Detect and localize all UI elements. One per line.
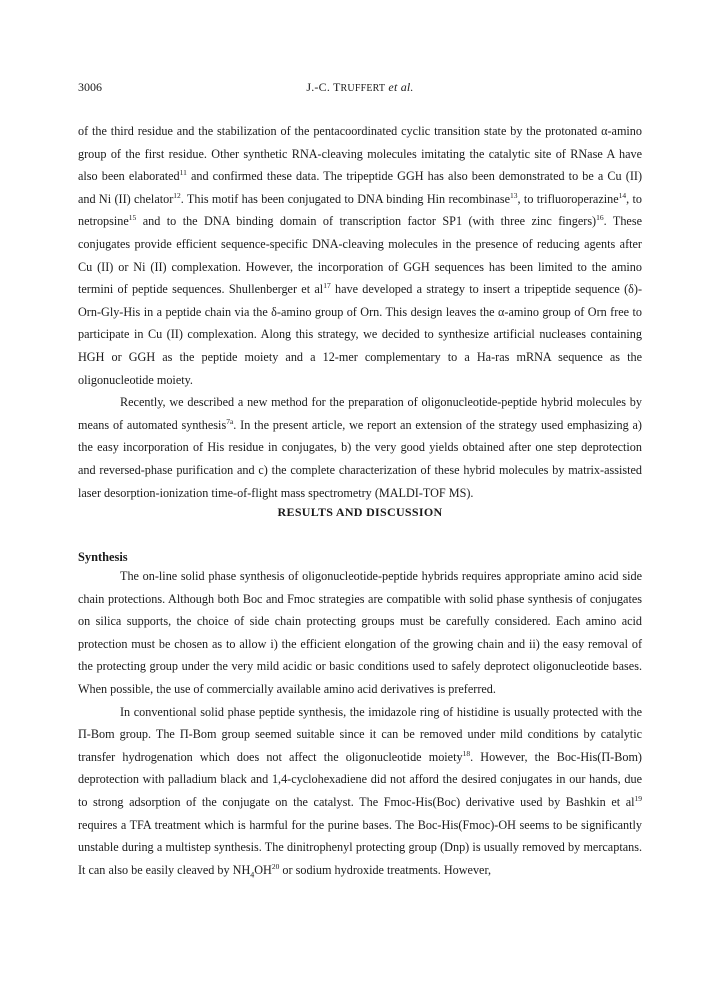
subscript: 4 [250,870,255,880]
section-heading: RESULTS AND DISCUSSION [277,505,443,519]
ref-superscript: 20 [271,861,280,871]
ref-superscript: 7a [226,416,234,426]
ref-superscript: 19 [634,793,642,803]
author-initials: J.-C. T [306,80,341,94]
ref-superscript: 14 [618,190,627,200]
ref-superscript: 12 [173,190,181,200]
paragraph-side-chain-protection: The on-line solid phase synthesis of oligonucleotide-peptide hybrids requires appropriate amino acid side chain protections. Although both Boc and Fmoc strategies are compatible with solid phase synthesis of conjugates on silica supports, the choice of side chain protecting groups must be carefully considered. Each amino acid protection must be chosen as to allow i) the efficient elongation of the growing chain and ii) the easy removal of the protecting group under the very mild acidic or basic conditions used to safely deprotect oligonucleotide bases. When possible, the use of commercially available amino acid derivatives is preferred. [78,569,642,696]
author-surname: RUFFERT [340,83,386,94]
running-title [78,80,642,95]
paragraph-recent-method: Recently, we described a new method for the preparation of oligonucleotide-peptide hybrid molecules by means of automated synthesis$^{7a}$. In the present article, we report an extension of the strategy used emphasizing a) the easy incorporation of His residue in conjugates, b) the very good yields obtained after one step deprotection and reversed-phase purification and c) the complete characterization of these hybrid molecules by matrix-assisted laser desorption-ionization time-of-flight mass spectrometry (MALDI-TOF MS). [78,395,642,500]
subsection-heading: Synthesis [78,550,128,564]
intro-block [78,120,642,504]
page-number: 3006 [78,80,102,94]
ref-superscript: 15 [128,213,137,223]
ref-superscript: 18 [462,748,471,758]
ref-superscript: 13 [510,190,518,200]
running-header [78,80,642,96]
ref-superscript: 16 [596,213,604,223]
paragraph-rna-cleaving: of the third residue and the stabilization of the pentacoordinated cyclic transition state by the protonated α-amino group of the first residue. Other synthetic RNA-cleaving molecules imitating the catalytic site of RNase A have also been elaborated$^{11}$ and confirmed these data. The tripeptide GGH has also been demonstrated to be a Cu (II) and Ni (II) chelator$^{12}$. This motif has been conjugated to DNA binding Hin recombinase$^{13}$, to trifluoroperazine$^{14}$, to netropsine$^{15}$ and to the DNA binding domain of transcription factor SP1 (with three zinc fingers)$^{16}$. These conjugates provide efficient sequence-specific DNA-cleaving molecules in the presence of reducing agents after Cu (II) or Ni (II) complexation. However, the incorporation of GGH sequences has been limited to the amino termini of peptide sequences. Shullenberger et $al^{17}$ have developed a strategy to insert a tripeptide sequence (δ)-Orn-Gly-His in a peptide chain via the δ-amino group of Orn. This design leaves the α-amino group of Orn free to participate in Cu (II) complexation. Along this strategy, we decided to synthesize artificial nucleases containing HGH or GGH as the peptide moiety and a 12-mer complementary to a Ha-ras mRNA sequence as the oligonucleotide moiety. [78,124,642,387]
ref-superscript: 11 [179,168,187,178]
paragraph-histidine-protection: In conventional solid phase peptide synthesis, the imidazole ring of histidine is usually protected with the Π-Bom group. The Π-Bom group seemed suitable since it can be removed under mild conditions by catalytic transfer hydrogenation which does not affect the oligonucleotide moiety$^{18}$. However, the Boc-His(Π-Bom) deprotection with palladium black and 1,4-cyclohexadiene did not afford the desired conjugates in our hands, due to strong adsorption of the conjugate on the catalyst. The Fmoc-His(Boc) derivative used by Bashkin et $al^{19}$ requires a TFA treatment which is harmful for the purine bases. The Boc-His(Fmoc)-OH seems to be significantly unstable during a multistep synthesis. The dinitrophenyl protecting group (Dnp) is usually removed by mercaptans. It can also be easily cleaved by $NH_4OH^{20}$ or sodium hydroxide treatments. However, [78,704,642,880]
et-al: et al. [385,80,414,94]
ref-superscript: 17 [323,281,331,291]
synthesis-block [78,565,642,881]
